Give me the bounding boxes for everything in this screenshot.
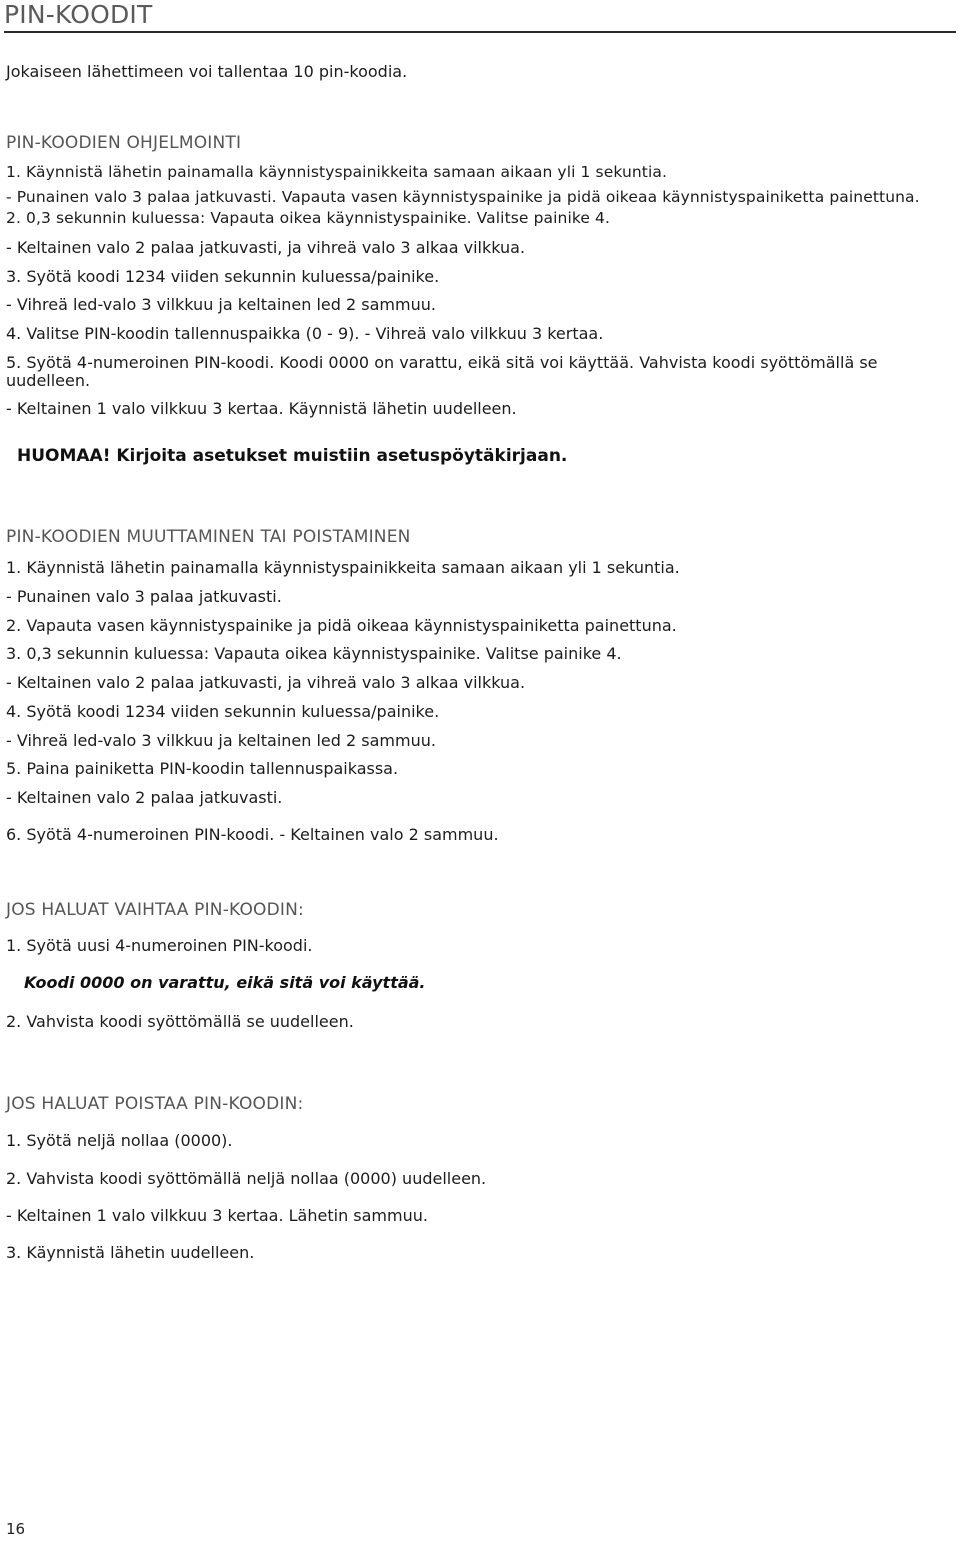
programming-line: 4. Valitse PIN-koodin tallennuspaikka (0 - 9). - Vihreä valo vilkkuu 3 kertaa. <box>6 324 604 343</box>
settings-note: HUOMAA! Kirjoita asetukset muistiin asetuspöytäkirjaan. <box>17 446 568 466</box>
page-title: PIN-KOODIT <box>4 0 153 29</box>
programming-line: - Keltainen valo 2 palaa jatkuvasti, ja vihreä valo 3 alkaa vilkkua. <box>6 238 526 257</box>
remove-line: 2. Vahvista koodi syöttömällä neljä nollaa (0000) uudelleen. <box>6 1169 487 1188</box>
change-remove-line: - Vihreä led-valo 3 vilkkuu ja keltainen led 2 sammuu. <box>6 731 436 750</box>
change-step: 1. Syötä uusi 4-numeroinen PIN-koodi. <box>6 936 313 955</box>
title-divider <box>4 31 956 33</box>
remove-line: 3. Käynnistä lähetin uudelleen. <box>6 1243 255 1262</box>
change-remove-line: 4. Syötä koodi 1234 viiden sekunnin kuluessa/painike. <box>6 702 440 721</box>
change-remove-line: 6. Syötä 4-numeroinen PIN-koodi. - Keltainen valo 2 sammuu. <box>6 825 499 844</box>
section-heading-change-remove: PIN-KOODIEN MUUTTAMINEN TAI POISTAMINEN <box>6 527 411 547</box>
intro-text: Jokaiseen lähettimeen voi tallentaa 10 pin-koodia. <box>6 62 408 81</box>
programming-line: - Punainen valo 3 palaa jatkuvasti. Vapauta vasen käynnistyspainike ja pidä oikeaa käynnistyspainiketta painettuna. <box>6 188 920 206</box>
change-remove-line: - Keltainen valo 2 palaa jatkuvasti. <box>6 788 283 807</box>
change-step: 2. Vahvista koodi syöttömällä se uudelleen. <box>6 1012 354 1031</box>
change-remove-line: - Keltainen valo 2 palaa jatkuvasti, ja vihreä valo 3 alkaa vilkkua. <box>6 673 526 692</box>
programming-line: - Keltainen 1 valo vilkkuu 3 kertaa. Käynnistä lähetin uudelleen. <box>6 399 517 418</box>
change-remove-line: - Punainen valo 3 palaa jatkuvasti. <box>6 587 282 606</box>
remove-line: - Keltainen 1 valo vilkkuu 3 kertaa. Lähetin sammuu. <box>6 1206 428 1225</box>
remove-line: 1. Syötä neljä nollaa (0000). <box>6 1131 233 1150</box>
reserved-code-note: Koodi 0000 on varattu, eikä sitä voi käyttää. <box>24 973 426 992</box>
programming-line: - Vihreä led-valo 3 vilkkuu ja keltainen led 2 sammuu. <box>6 295 436 314</box>
section-heading-programming: PIN-KOODIEN OHJELMOINTI <box>6 133 242 153</box>
programming-line: 2. 0,3 sekunnin kuluessa: Vapauta oikea käynnistyspainike. Valitse painike 4. <box>6 209 611 227</box>
section-heading-change: JOS HALUAT VAIHTAA PIN-KOODIN: <box>6 900 304 920</box>
change-remove-line: 3. 0,3 sekunnin kuluessa: Vapauta oikea käynnistyspainike. Valitse painike 4. <box>6 644 622 663</box>
change-remove-line: 2. Vapauta vasen käynnistyspainike ja pidä oikeaa käynnistyspainiketta painettuna. <box>6 616 677 635</box>
programming-line: uudelleen. <box>6 371 91 390</box>
section-heading-remove: JOS HALUAT POISTAA PIN-KOODIN: <box>6 1094 304 1114</box>
programming-line: 3. Syötä koodi 1234 viiden sekunnin kuluessa/painike. <box>6 267 440 286</box>
page-number: 16 <box>6 1520 26 1538</box>
programming-line: 5. Syötä 4-numeroinen PIN-koodi. Koodi 0000 on varattu, eikä sitä voi käyttää. Vahvista koodi syöttömällä se <box>6 353 878 372</box>
programming-line: 1. Käynnistä lähetin painamalla käynnistyspainikkeita samaan aikaan yli 1 sekuntia. <box>6 163 668 181</box>
change-remove-line: 5. Paina painiketta PIN-koodin tallennuspaikassa. <box>6 759 399 778</box>
change-remove-line: 1. Käynnistä lähetin painamalla käynnistyspainikkeita samaan aikaan yli 1 sekuntia. <box>6 558 680 577</box>
